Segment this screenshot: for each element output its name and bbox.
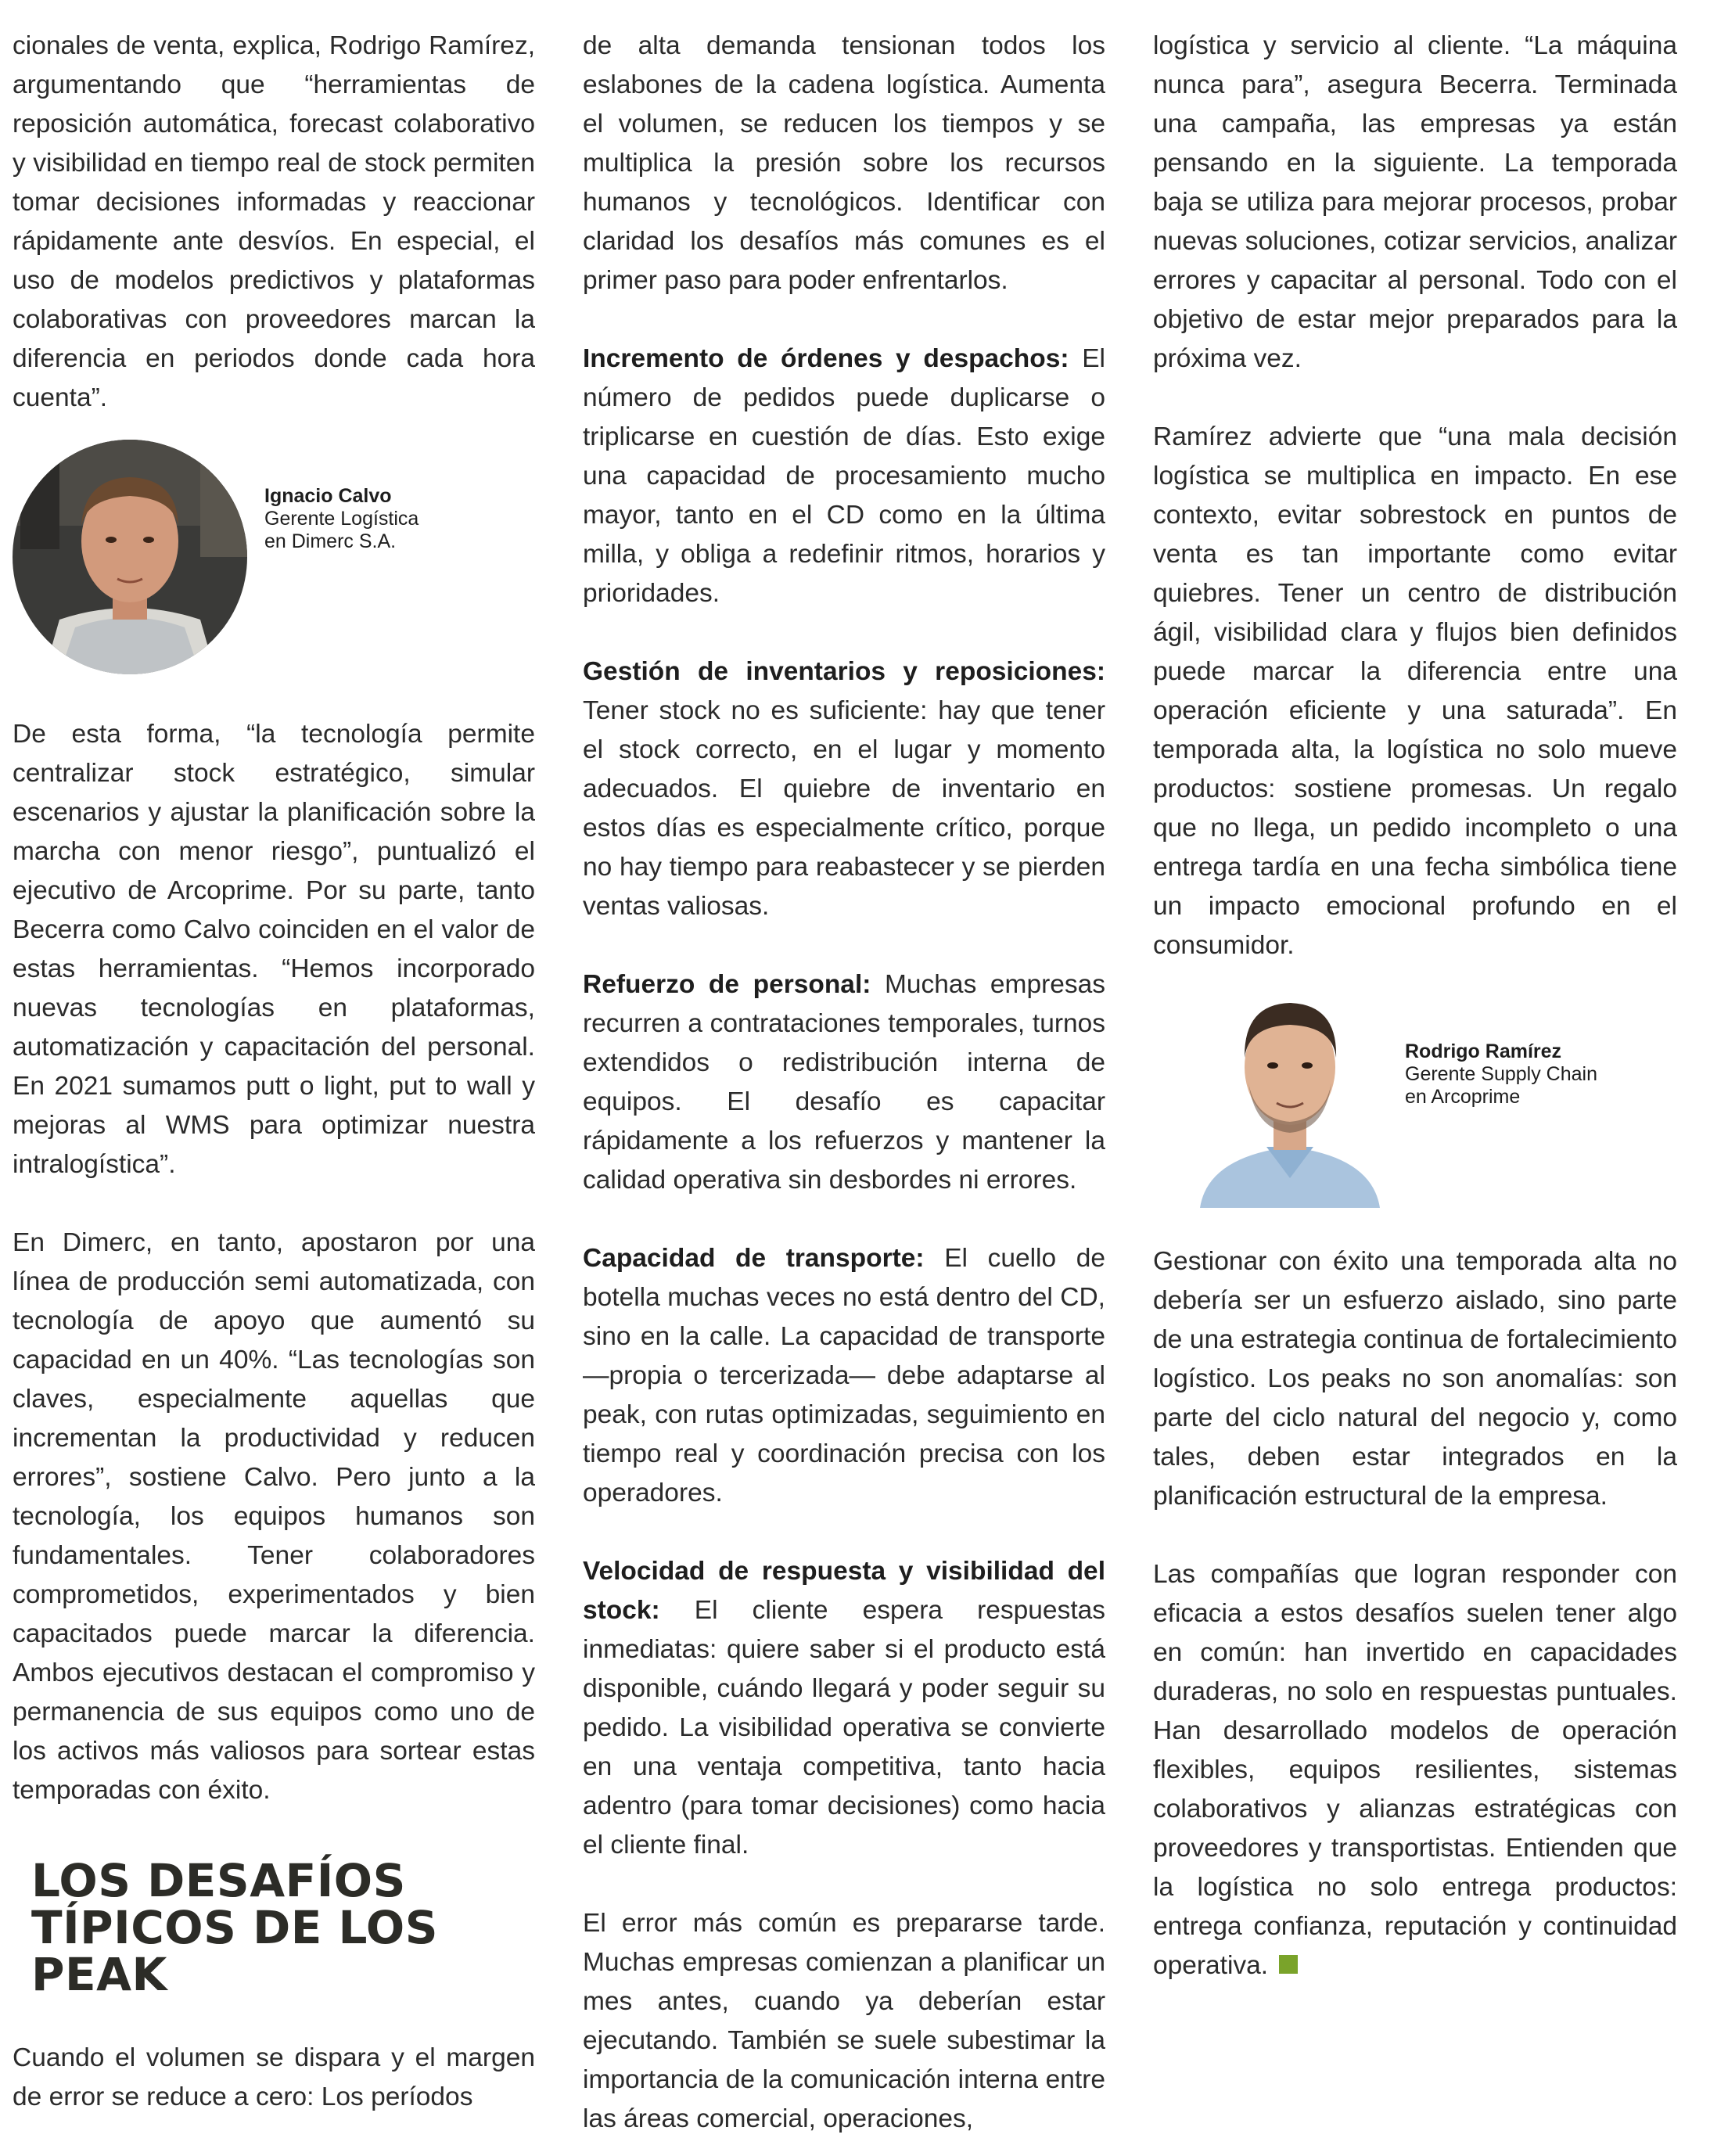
challenge-transporte — [583, 1239, 1105, 1513]
challenge-personal-text: Muchas empresas recurren a contrataciones temporales, turnos extendidos o redistribución interna de equipos. El desafío es capacitar rápidamente a los refuerzos y mantener la calidad operativa sin desbordes ni errores. — [583, 970, 1106, 1195]
profile-role: Gerente Logística — [264, 508, 419, 530]
profile-company: en Dimerc S.A. — [264, 530, 397, 552]
challenge-velocidad — [583, 1552, 1105, 1865]
col1-paragraph-1: cionales de venta, explica, Rodrigo Ramírez, argumentando que “herramientas de reposición automática, forecast colaborativo y visibilidad en tiempo real de stock permiten tomar decisiones informadas y reaccionar rápidamente ante desvíos. En especial, el uso de modelos predictivos y plataformas colaborativas con proveedores marcan la diferencia en periodos donde cada hora cuenta”. — [13, 31, 535, 412]
section-title-line-2: TÍPICOS DE LOS — [31, 1901, 438, 1954]
end-of-article-mark — [1279, 1955, 1298, 1974]
col3-paragraph-2: Ramírez advierte que “una mala decisión logística se multiplica en impacto. En ese contexto, evitar sobrestock en puntos de venta es tan importante como evitar quiebres. Tener un centro de distribución ágil, visibilidad clara y flujos bien definidos puede marcar la diferencia entre una operación eficiente y una saturada”. En temporada alta, la logística no solo mueve productos: sostiene promesas. Un regalo que no llega, un pedido incompleto o una entrega tardía en una fecha simbólica tiene un impacto emocional profundo en el consumidor. — [1153, 422, 1677, 960]
column-2 — [583, 27, 1105, 2139]
col1-paragraph-3: En Dimerc, en tanto, apostaron por una línea de producción semi automatizada, con tecnología de apoyo que aumentó su capacidad en un 40%. “Las tecnologías son claves, especialmente aquellas que incrementan la productividad y reducen errores”, sostiene Calvo. Pero junto a la tecnología, los equipos humanos son fundamentales. Tener colaboradores comprometidos, experimentados y bien capacitados puede marcar la diferencia. Ambos ejecutivos destacan el compromiso y permanencia de sus equipos como uno de los activos más valiosos para sortear estas temporadas con éxito. — [13, 1228, 535, 1805]
challenge-velocidad-text: El cliente espera respuestas inmediatas: quiere saber si el producto está disponible, cuándo llegará y poder seguir su pedido. La visibilidad operativa se convierte en una ventaja competitiva, tanto hacia adentro (para tomar decisiones) como hacia el cliente final. — [583, 1596, 1106, 1860]
profile-name: Ignacio Calvo — [264, 485, 392, 507]
col3-paragraph-4-text: Las compañías que logran responder con eficacia a estos desafíos suelen tener algo en común: han invertido en capacidades duraderas, no solo en respuestas puntuales. Han desarrollado modelos de operación flexibles, equipos resilientes, sistemas colaborativos y alianzas estratégicas con proveedores y transportistas. Entienden que la logística no solo entrega productos: entrega confianza, reputación y continuidad operativa. — [1153, 1560, 1677, 1980]
challenge-personal-lead: Refuerzo de personal: — [583, 970, 886, 999]
challenge-ordenes-lead: Incremento de órdenes y despachos: — [583, 344, 1083, 373]
profile-ignacio-calvo — [13, 418, 535, 676]
profile-caption — [1405, 1040, 1597, 1109]
profile-role: Gerente Supply Chain — [1405, 1063, 1597, 1085]
column-3 — [1153, 27, 1677, 1985]
col2-paragraph-final: El error más común es prepararse tarde. Muchas empresas comienzan a planificar un mes antes, cuando ya deberían estar ejecutando. También se suele subestimar la importancia de la comunicación interna entre las áreas comercial, operaciones, — [583, 1909, 1105, 2133]
challenge-velocidad-lead: Velocidad de respuesta y visibilidad del stock: — [583, 1557, 1105, 1625]
col2-paragraph-1: de alta demanda tensionan todos los eslabones de la cadena logística. Aumenta el volumen, se reducen los tiempos y se multiplica la presión sobre los recursos humanos y tecnológicos. Identificar con claridad los desafíos más comunes es el primer paso para poder enfrentarlos. — [583, 31, 1105, 295]
challenge-personal — [583, 965, 1105, 1200]
profile-name: Rodrigo Ramírez — [1405, 1040, 1562, 1062]
col1-paragraph-4: Cuando el volumen se dispara y el margen de error se reduce a cero: Los períodos — [13, 2043, 535, 2111]
col3-paragraph-4 — [1153, 1555, 1677, 1985]
challenge-inventarios-text: Tener stock no es suficiente: hay que tener el stock correcto, en el lugar y momento adecuados. El quiebre de inventario en estos días es especialmente crítico, porque no hay tiempo para reabastecer y se pierden ventas valiosas. — [583, 696, 1105, 921]
challenge-inventarios — [583, 652, 1105, 926]
col1-paragraph-2: De esta forma, “la tecnología permite centralizar stock estratégico, simular escenarios y ajustar la planificación sobre la marcha con menor riesgo”, puntualizó el ejecutivo de Arcoprime. Por su parte, tanto Becerra como Calvo coinciden en el valor de estas herramientas. “Hemos incorporado nuevas tecnologías en plataformas, automatización y capacitación del personal. En 2021 sumamos putt o light, put to wall y mejoras al WMS para optimizar nuestra intralogística”. — [13, 720, 535, 1179]
section-title-line-1: LOS DESAFÍOS — [31, 1854, 406, 1907]
column-1 — [13, 27, 535, 2117]
portrait-ignacio-calvo — [13, 440, 247, 674]
col3-paragraph-1: logística y servicio al cliente. “La máquina nunca para”, asegura Becerra. Terminada una campaña, las empresas ya están pensando en la siguiente. La temporada baja se utiliza para mejorar procesos, probar nuevas soluciones, cotizar servicios, analizar errores y capacitar al personal. Todo con el objetivo de estar mejor preparados para la próxima vez. — [1153, 31, 1677, 373]
challenge-transporte-text: El cuello de botella muchas veces no está dentro del CD, sino en la calle. La capacidad de transporte —propia o tercerizada— debe adaptarse al peak, con rutas optimizadas, seguimiento en tiempo real y coordinación precisa con los operadores. — [583, 1244, 1105, 1507]
profile-rodrigo-ramirez — [1153, 965, 1677, 1224]
challenge-inventarios-lead: Gestión de inventarios y reposiciones: — [583, 657, 1105, 686]
profile-caption — [264, 485, 419, 553]
col3-paragraph-3: Gestionar con éxito una temporada alta no debería ser un esfuerzo aislado, sino parte de una estrategia continua de fortalecimiento logístico. Los peaks no son anomalías: son parte del ciclo natural del negocio y, como tales, deben estar integrados en la planificación estructural de la empresa. — [1153, 1247, 1677, 1511]
portrait-rodrigo-ramirez — [1192, 973, 1388, 1208]
profile-company: en Arcoprime — [1405, 1086, 1521, 1108]
challenge-ordenes-text: El número de pedidos puede duplicarse o triplicarse en cuestión de días. Esto exige una capacidad de procesamiento mucho mayor, tanto en el CD como en la última milla, y obliga a redefinir ritmos, horarios y prioridades. — [583, 344, 1105, 608]
section-title-line-3: PEAK — [31, 1948, 167, 2001]
section-title — [31, 1854, 535, 2001]
challenge-transporte-lead: Capacidad de transporte: — [583, 1244, 945, 1273]
challenge-ordenes — [583, 340, 1105, 613]
